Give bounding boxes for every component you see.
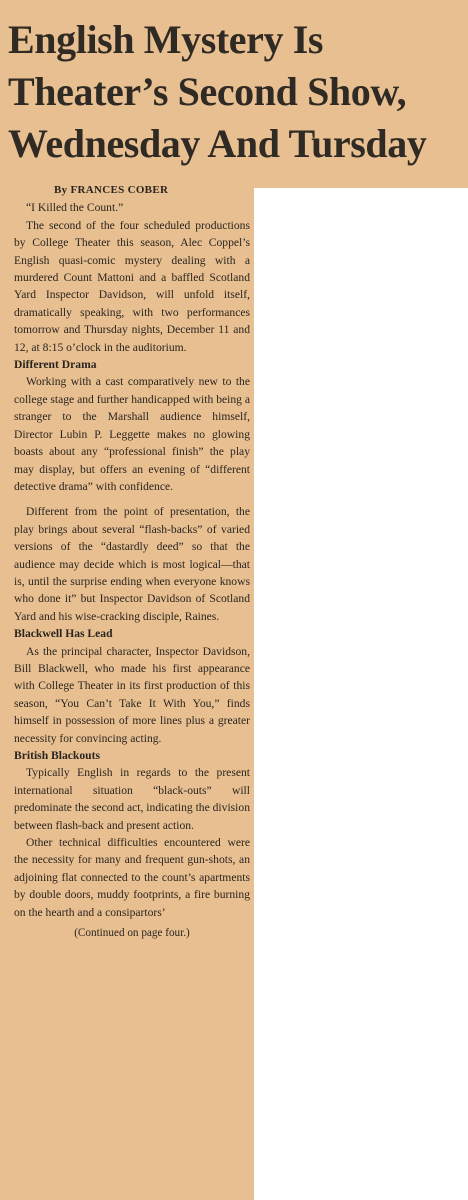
article-column	[14, 182, 250, 942]
headline-line-3: Wednesday And Tursday	[8, 121, 427, 166]
article-paragraph: The second of the four scheduled productions by College Theater this season, Alec Coppel’s English quasi-comic mystery dealing with a murdered Count Mattoni and a baffled Scotland Yard Inspector Davidson, will unfold itself, dramatically speaking, with two performances tomorrow and Thursday nights, December 11 and 12, at 8:15 o’clock in the auditorium.	[14, 218, 250, 354]
article-paragraph: Other technical difficulties encountered were the necessity for many and frequent gun-shots, an adjoining flat connected to the count’s apartments by double doors, muddy footprints, a fire burning on the hearth and a consipartors’	[14, 836, 250, 919]
subheading-blackwell-has-lead: Blackwell Has Lead	[14, 627, 113, 641]
article-paragraph: “I Killed the Count.”	[26, 201, 124, 215]
headline-line-1: English Mystery Is	[8, 17, 324, 62]
article-paragraph: Typically English in regards to the present international situation “black-outs” will predominate the second act, indicating the division between flash-back and present action.	[14, 766, 250, 832]
headline	[8, 14, 464, 170]
continued-note: (Continued on page four.)	[74, 927, 190, 940]
headline-line-2: Theater’s Second Show,	[8, 69, 407, 114]
byline: By FRANCES COBER	[54, 184, 169, 196]
subheading-british-blackouts: British Blackouts	[14, 749, 101, 762]
article-paragraph: As the principal character, Inspector Davidson, Bill Blackwell, who made his first appearance with College Theater in its first production of this season, “You Can’t Take It With You,” finds himself in possession of more lines plus a greater necessity for convincing acting.	[14, 644, 250, 745]
subheading-different-drama: Different Drama	[14, 358, 97, 372]
article-paragraph: Working with a cast comparatively new to the college stage and further handicapped with being a stranger to the Marshall audience himself, Director Lubin P. Leggette makes no glowing boasts about any “professional finish” the play may display, but offers an evening of “different detective drama” with confidence.	[14, 375, 250, 493]
article-paragraph: Different from the point of presentation, the play brings about several “flash-backs” of varied versions of the “dastardly deed” so that the audience may decide which is most logical—that is, until the surprise ending when everyone knows who done it” but Inspector Davidson of Scotland Yard and his wise-cracking disciple, Raines.	[14, 505, 250, 623]
